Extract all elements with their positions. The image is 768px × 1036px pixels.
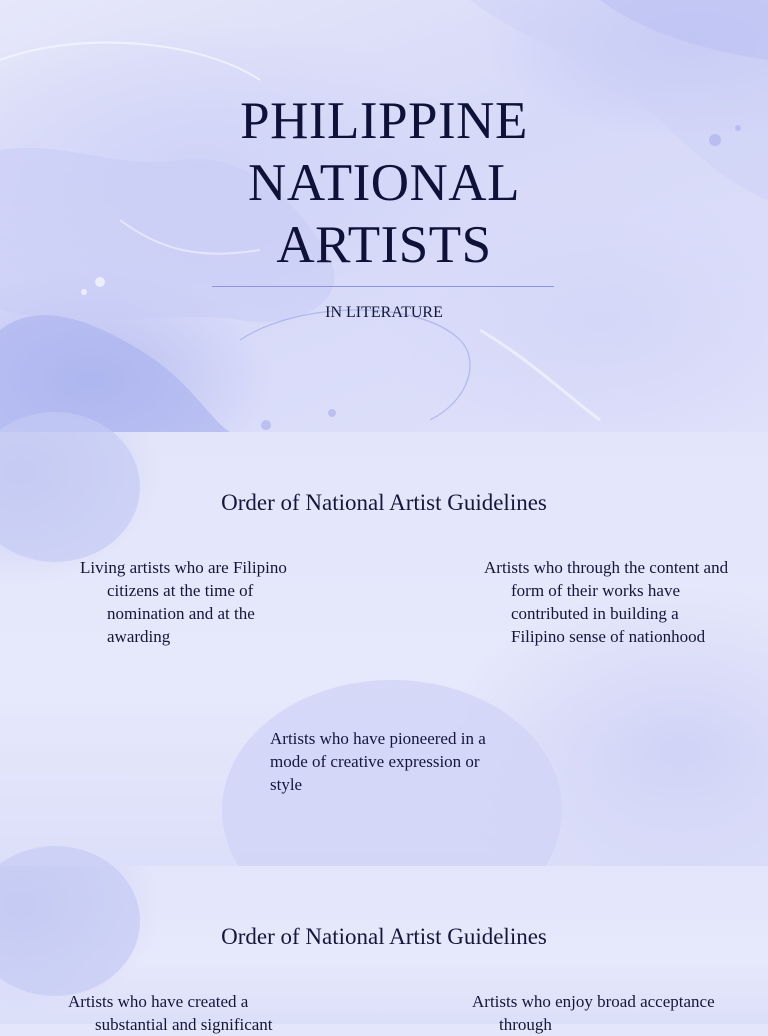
guideline-item: Artists who enjoy broad acceptance through [472, 992, 715, 1034]
slide-heading: Order of National Artist Guidelines [221, 490, 547, 515]
title-line: ARTISTS [276, 216, 492, 274]
guideline-item: Living artists who are Filipino citizens at the time of nomination and at the awarding [80, 558, 287, 646]
guideline-item: Artists who have created a substantial and significant [68, 992, 273, 1034]
slide-title [0, 90, 768, 276]
title-line: NATIONAL [248, 154, 520, 212]
guidelines-slide [0, 866, 768, 1034]
slide-heading: Order of National Artist Guidelines [221, 924, 547, 949]
title-line: PHILIPPINE [240, 92, 528, 150]
guideline-item: Artists who through the content and form of their works have contributed in building a Filipino sense of nationhood [484, 558, 729, 646]
slide-subtitle: IN LITERATURE [325, 304, 443, 321]
watercolor-blob [0, 412, 140, 562]
watercolor-blob [0, 846, 140, 996]
title-slide [0, 0, 768, 432]
guidelines-slide [0, 432, 768, 866]
guideline-item: Artists who have pioneered in a mode of creative expression or style [270, 729, 486, 794]
title-divider [212, 286, 554, 287]
